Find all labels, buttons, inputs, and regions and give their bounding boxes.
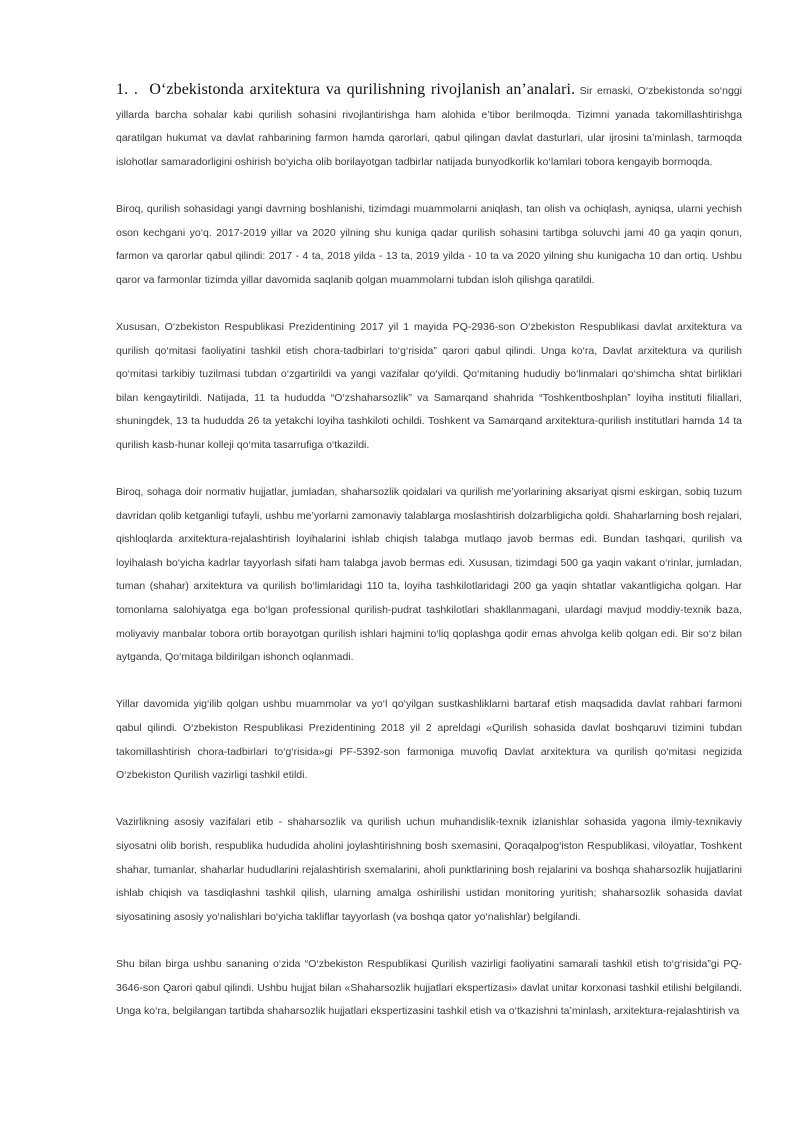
section-title: O‘zbekistonda arxitektura va qurilishning rivojlanish an’analari.: [149, 81, 576, 98]
paragraph-7: Shu bilan birga ushbu sananing o‘zida “O‘zbekiston Respublikasi Qurilish vazirligi faoliyatini samarali tashkil etish to‘g‘risida”gi PQ-3646-son Qarori qabul qilindi. Ushbu hujjat bilan «Shaharsozlik hujjatlari ekspertizasi» davlat unitar korxonasi tashkil etilishi belgilandi. Unga ko‘ra, belgilangan tartibda shaharsozlik hujjatlari ekspertizasini tashkil etish va o‘tkazishni ta’minlash, arxitektura-rejalashtirish va: [116, 957, 742, 1018]
paragraph-5: Yillar davomida yig‘ilib qolgan ushbu muammolar va yo‘l qo‘yilgan sustkashliklarni bartaraf etish maqsadida davlat rahbari farmoni qabul qilindi. O‘zbekiston Respublikasi Prezidentining 2018 yil 2 apreldagi «Qurilish sohasida davlat boshqaruvi tizimini tubdan takomillashtirish chora-tadbirlari to‘g‘risida»gi PF-5392-son farmoniga muvofiq Davlat arxitektura va qurilish qo‘mitasi negizida O‘zbekiston Qurilish vazirligi tashkil etildi.: [116, 698, 742, 782]
section-number: 1. .: [116, 81, 138, 98]
paragraph-1: [116, 78, 742, 174]
paragraph-3: Xususan, O‘zbekiston Respublikasi Prezidentining 2017 yil 1 mayida PQ-2936-son O‘zbekiston Respublikasi davlat arxitektura va qurilish qo‘mitasi faoliyatini tashkil etish chora-tadbirlari to‘g‘risida” qarori qabul qilindi. Unga ko‘ra, Davlat arxitektura va qurilish qo‘mitasi tarkibiy tuzilmasi tubdan o‘zgartirildi va yangi vazifalar qo‘yildi. Qo‘mitaning hududiy bo‘linmalari qo‘shimcha shtat birliklari bilan kengaytirildi. Natijada, 11 ta hududda “O‘zshaharsozlik” va Samarqand shahrida “Toshkentboshplan” loyiha instituti filiallari, shuningdek, 13 ta hududda 26 ta yetakchi loyiha tashkiloti ochildi. Toshkent va Samarqand arxitektura-qurilish institutlari hamda 14 ta qurilish kasb-hunar kolleji qo‘mita tasarrufiga o‘tkazildi.: [116, 320, 742, 451]
paragraph-4: Biroq, sohaga doir normativ hujjatlar, jumladan, shaharsozlik qoidalari va qurilish me’yorlarining aksariyat qismi eskirgan, sobiq tuzum davridan qolib ketganligi tufayli, ushbu me’yorlarni zamonaviy talablarga moslashtirish dolzarbligicha qoldi. Shaharlarning bosh rejalari, qishloqlarda arxitektura-rejalashtirish loyihalarini ishlab chiqish talabga mutlaqo javob bermas edi. Bundan tashqari, qurilish va loyihalash bo‘yicha kadrlar tayyorlash sifati ham talabga javob bermas edi. Xususan, tizimdagi 500 ga yaqin vakant o‘rinlar, jumladan, tuman (shahar) arxitektura va qurilish bo‘limlaridagi 110 ta, loyiha tashkilotlaridagi 200 ga yaqin shtatlar vakantligicha qolgan. Har tomonlama salohiyatga ega bo‘lgan professional qurilish-pudrat tashkilotlari shakllanmagani, ulardagi mavjud moddiy-texnik baza, moliyaviy manbalar tobora ortib borayotgan qurilish ishlari hajmini to‘liq qoplashga qodir emas ahvolga kelib qolgan edi. Bir so‘z bilan aytganda, Qo‘mitaga bildirilgan ishonch oqlanmadi.: [116, 486, 742, 664]
paragraph-2: Biroq, qurilish sohasidagi yangi davrning boshlanishi, tizimdagi muammolarni aniqlash, tan olish va ochiqlash, ayniqsa, ularni yechish oson kechgani yo‘q. 2017-2019 yillar va 2020 yilning shu kuniga qadar qurilish sohasini tartibga soluvchi jami 40 ga yaqin qonun, farmon va qarorlar qabul qilindi: 2017 - 4 ta, 2018 yilda - 13 ta, 2019 yilda - 10 ta va 2020 yilning shu kunigacha 10 dan ortiq. Ushbu qaror va farmonlar tizimda yillar davomida saqlanib qolgan muammolarni tubdan isloh qilishga qaratildi.: [116, 202, 742, 286]
section-heading: [116, 81, 575, 98]
document-page: [116, 78, 742, 1047]
paragraph-1-text: Sir emaski, O‘zbekistonda so‘nggi yillarda barcha sohalar kabi qurilish sohasini rivojlantirishga ham alohida e’tibor berilmoqda. Tizimni yanada takomillashtirishga qaratilgan hukumat va davlat rahbarining farmon hamda qarorlari, qabul qilingan davlat dasturlari, ular ijrosini ta’minlash, tarmoqda islohotlar samaradorligini oshirish bo‘yicha olib borilayotgan tadbirlar natijada bunyodkorlik ko‘lamlari tobora kengayib bormoqda.: [116, 85, 742, 168]
paragraph-6: Vazirlikning asosiy vazifalari etib - shaharsozlik va qurilish uchun muhandislik-texnik izlanishlar sohasida yagona ilmiy-texnikaviy siyosatni olib borish, respublika hududida aholini joylashtirishning bosh sxemasini, Qoraqalpog‘iston Respublikasi, viloyatlar, Toshkent shahar, tumanlar, shaharlar hududlarini rejalashtirish sxemalarini, aholi punktlarining bosh rejalarini va boshqa shaharsozlik hujjatlarini ishlab chiqish va tasdiqlashni tashkil qilish, ularning amalga oshirilishi ustidan monitoring yuritish; shaharsozlik sohasida davlat siyosatining asosiy yo‘nalishlari bo‘yicha takliflar tayyorlash (va boshqa qator yo‘nalishlar) belgilandi.: [116, 816, 742, 923]
